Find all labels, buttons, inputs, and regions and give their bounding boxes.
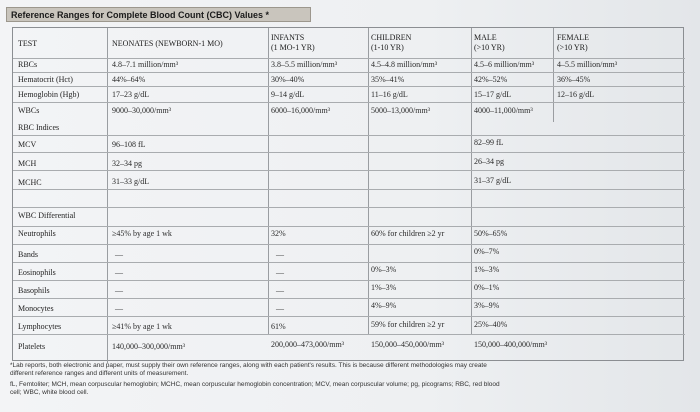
mchc-male: 31–37 g/dL <box>474 176 512 185</box>
hct-male: 42%–52% <box>474 75 508 84</box>
rbcs-male: 4.5–6 million/mm³ <box>474 60 535 69</box>
row-label-wbc-differential: WBC Differential <box>18 211 76 220</box>
row-divider <box>13 316 685 317</box>
hgb-neonates: 17–23 g/dL <box>112 90 150 99</box>
row-label-mch: MCH <box>18 159 37 168</box>
col-divider <box>107 147 108 228</box>
mch-male: 26–34 pg <box>474 157 504 166</box>
lymphocytes-children: 59% for children ≥2 yr <box>371 320 445 329</box>
platelets-male: 150,000–400,000/mm³ <box>474 340 548 349</box>
rbcs-neonates: 4.8–7.1 million/mm³ <box>112 60 179 69</box>
basophils-children: 1%–3% <box>371 283 397 292</box>
row-label-rbc-indices: RBC Indices <box>18 123 60 132</box>
platelets-neonates: 140,000–300,000/mm³ <box>112 342 186 351</box>
mcv-neonates: 96–108 fL <box>112 140 146 149</box>
row-divider <box>13 152 685 153</box>
basophils-neonates: — <box>115 286 123 295</box>
header-female-age: (>10 YR) <box>557 43 588 52</box>
row-label-mchc: MCHC <box>18 178 42 187</box>
rbcs-children: 4.5–4.8 million/mm³ <box>371 60 438 69</box>
header-infants: INFANTS <box>271 33 305 42</box>
platelets-infants: 200,000–473,000/mm³ <box>271 340 345 349</box>
footnote-line-4: cell; WBC, white blood cell. <box>10 389 89 396</box>
neutrophils-infants: 32% <box>271 229 286 238</box>
neutrophils-children: 60% for children ≥2 yr <box>371 229 445 238</box>
lymphocytes-infants: 61% <box>271 322 286 331</box>
monocytes-infants: — <box>276 304 284 313</box>
eosinophils-children: 0%–3% <box>371 265 397 274</box>
basophils-infants: — <box>276 286 284 295</box>
row-divider <box>13 244 685 245</box>
row-divider <box>13 72 685 73</box>
hgb-children: 11–16 g/dL <box>371 90 408 99</box>
platelets-children: 150,000–450,000/mm³ <box>371 340 445 349</box>
row-divider <box>13 189 685 190</box>
row-label-bands: Bands <box>18 250 38 259</box>
row-divider <box>13 226 685 227</box>
header-female: FEMALE <box>557 33 589 42</box>
rbcs-female: 4–5.5 million/mm³ <box>557 60 618 69</box>
hct-female: 36%–45% <box>557 75 591 84</box>
row-divider <box>13 207 685 208</box>
row-divider <box>13 298 685 299</box>
table-title: Reference Ranges for Complete Blood Count (CBC) Values * <box>6 7 311 22</box>
col-divider <box>471 28 472 334</box>
eosinophils-neonates: — <box>115 268 123 277</box>
mch-neonates: 32–34 pg <box>112 159 142 168</box>
row-divider <box>13 170 685 171</box>
monocytes-neonates: — <box>115 304 123 313</box>
neutrophils-male: 50%–65% <box>474 229 508 238</box>
hgb-infants: 9–14 g/dL <box>271 90 305 99</box>
bands-male: 0%–7% <box>474 247 500 256</box>
col-divider <box>107 228 108 363</box>
footnote-line-3: fL, Femtoliter; MCH, mean corpuscular hemoglobin; MCHC, mean corpuscular hemoglobin concentration; MCV, mean corpuscular volume; pg, picograms; RBC, red blood <box>10 381 500 388</box>
row-divider <box>13 262 685 263</box>
hgb-male: 15–17 g/dL <box>474 90 512 99</box>
row-label-neutrophils: Neutrophils <box>18 229 56 238</box>
row-label-rbcs: RBCs <box>18 60 38 69</box>
hgb-female: 12–16 g/dL <box>557 90 595 99</box>
header-infants-age: (1 MO-1 YR) <box>271 43 315 52</box>
row-label-platelets: Platelets <box>18 342 46 351</box>
header-male-age: (>10 YR) <box>474 43 505 52</box>
header-neonates: NEONATES (NEWBORN-1 MO) <box>112 39 223 48</box>
row-label-wbcs: WBCs <box>18 106 40 115</box>
row-label-basophils: Basophils <box>18 286 50 295</box>
hct-children: 35%–41% <box>371 75 405 84</box>
header-test: TEST <box>18 39 38 48</box>
lymphocytes-male: 25%–40% <box>474 320 508 329</box>
rbcs-infants: 3.8–5.5 million/mm³ <box>271 60 338 69</box>
basophils-male: 0%–1% <box>474 283 500 292</box>
col-divider <box>107 28 108 147</box>
wbcs-infants: 6000–16,000/mm³ <box>271 106 331 115</box>
header-children-age: (1-10 YR) <box>371 43 404 52</box>
footnote-line-1: *Lab reports, both electronic and paper, must supply their own reference ranges, along with each patient's results. This is because different methodologies may create <box>10 362 487 369</box>
header-children: CHILDREN <box>371 33 412 42</box>
header-male: MALE <box>474 33 497 42</box>
row-label-mcv: MCV <box>18 140 37 149</box>
footnote-line-2: different reference ranges and different units of measurement. <box>10 370 189 377</box>
col-divider <box>368 28 369 334</box>
row-label-lymphocytes: Lymphocytes <box>18 322 62 331</box>
hct-neonates: 44%–64% <box>112 75 146 84</box>
mcv-male: 82–99 fL <box>474 138 504 147</box>
row-label-eosinophils: Eosinophils <box>18 268 56 277</box>
row-divider <box>13 135 685 136</box>
row-divider <box>13 102 685 103</box>
col-divider <box>268 28 269 334</box>
lymphocytes-neonates: ≥41% by age 1 wk <box>112 322 172 331</box>
hct-infants: 30%–40% <box>271 75 305 84</box>
wbcs-male: 4000–11,000/mm³ <box>474 106 533 115</box>
row-divider <box>13 280 685 281</box>
eosinophils-male: 1%–3% <box>474 265 500 274</box>
monocytes-children: 4%–9% <box>371 301 397 310</box>
wbcs-children: 5000–13,000/mm³ <box>371 106 431 115</box>
col-divider <box>553 28 554 122</box>
bands-infants: — <box>276 250 284 259</box>
row-label-hgb: Hemoglobin (Hgb) <box>18 90 80 99</box>
row-label-hct: Hematocrit (Hct) <box>18 75 73 84</box>
wbcs-neonates: 9000–30,000/mm³ <box>112 106 172 115</box>
mchc-neonates: 31–33 g/dL <box>112 177 150 186</box>
row-label-monocytes: Monocytes <box>18 304 54 313</box>
monocytes-male: 3%–9% <box>474 301 500 310</box>
row-divider <box>13 86 685 87</box>
row-divider <box>13 334 685 335</box>
bands-neonates: — <box>115 250 123 259</box>
eosinophils-infants: — <box>276 268 284 277</box>
neutrophils-neonates: ≥45% by age 1 wk <box>112 229 172 238</box>
